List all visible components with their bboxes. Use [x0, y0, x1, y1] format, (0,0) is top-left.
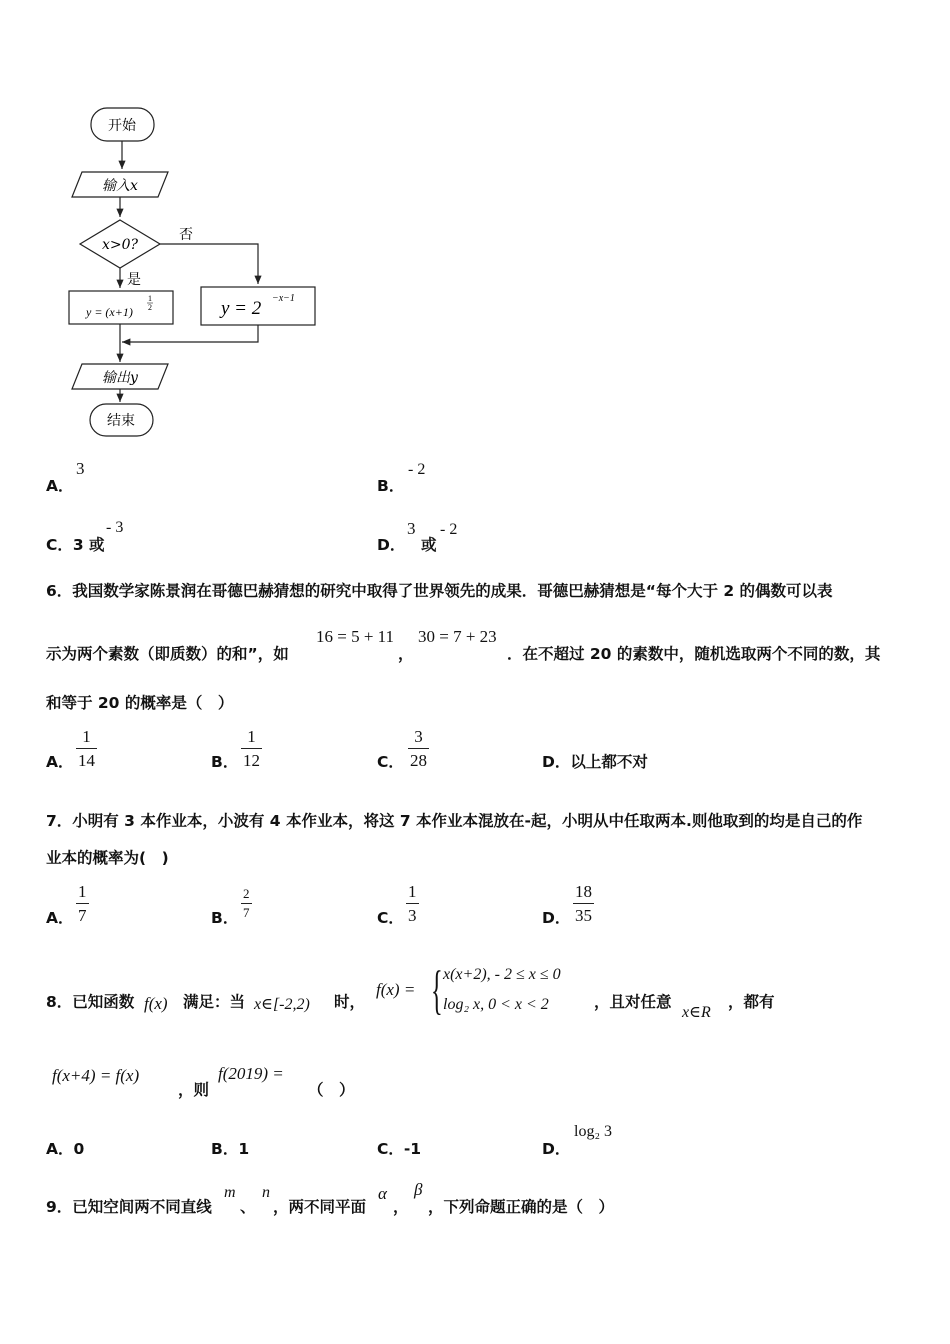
q8-prefix: 8．已知函数 [46, 993, 135, 1011]
q8-text-when: 满足：当 [183, 993, 246, 1011]
q6-equation-1: 16 = 5 + 11 [316, 627, 395, 646]
no-formula: y = 2 [221, 298, 262, 319]
q8-piecewise-brace: { [431, 960, 443, 1020]
q5-option-a-value: 3 [76, 459, 85, 478]
q9-line-n: n [262, 1184, 270, 1201]
q9-line-m: m [224, 1184, 236, 1201]
q6-line1: 6．我国数学家陈景润在哥德巴赫猜想的研究中取得了世界领先的成果．哥德巴赫猜想是“每个大于 2 的偶数可以表 [46, 582, 833, 600]
q7-line2: 业本的概率为( ) [46, 849, 169, 867]
q5-option-d-value1: 3 [407, 519, 416, 538]
yes-exp-den: 2 [148, 303, 152, 312]
q8-option-d-value: log₂ 3 [574, 1123, 613, 1140]
q5-option-d-mid: 或 [421, 536, 437, 554]
q8-option-c-label: C．-1 [377, 1140, 422, 1158]
q6-comma: ， [398, 645, 414, 663]
q6-option-a-label: A． [46, 753, 74, 771]
q6-line2-b: ．在不超过 20 的素数中，随机选取两个不同的数，其 [507, 645, 881, 663]
q6-option-c-fraction: 3 28 [410, 727, 427, 770]
q6-option-b-fraction: 1 12 [243, 727, 260, 770]
q8-piece-1: x(x+2), - 2 ≤ x ≤ 0 [443, 966, 561, 983]
q8-piece-2: log₂ x, 0 < x < 2 [443, 996, 549, 1013]
q9-prefix: 9．已知空间两不同直线 [46, 1198, 212, 1216]
q6-line2-a: 示为两个素数（即质数）的和”，如 [46, 645, 289, 663]
q7-option-d-fraction: 18 35 [575, 882, 592, 925]
q8-option-a-label: A．0 [46, 1140, 85, 1158]
q6-option-d-label: D．以上都不对 [542, 753, 648, 771]
q7-option-b-label: B． [211, 909, 239, 927]
no-exp: −x−1 [272, 293, 295, 304]
q7-line1: 7．小明有 3 本作业本，小波有 4 本作业本，将这 7 本作业本混放在-起，小明从中任取两本.则他取到的均是自己的作 [46, 812, 863, 830]
q8-period-equation: f(x+4) = f(x) [52, 1066, 140, 1085]
q7-option-c-label: C． [377, 909, 404, 927]
q9-suffix: ，下列命题正确的是（ ） [428, 1198, 615, 1216]
q8-f2019: f(2019) = [218, 1064, 284, 1083]
q8-text-then2: ，则 [178, 1081, 210, 1099]
q5-option-d-value2: - 2 [440, 521, 458, 538]
q8-domain: x∈[-2,2) [254, 996, 310, 1013]
q5-option-c-label: C．3 或 [46, 536, 105, 554]
q8-piecewise-lhs: f(x) = [376, 980, 416, 999]
q6-option-c-label: C． [377, 753, 404, 771]
q8-text-have: ，都有 [728, 993, 775, 1011]
q5-option-b-label: B． [377, 477, 405, 495]
q6-line3: 和等于 20 的概率是（ ） [46, 694, 234, 712]
q5-option-c-value: - 3 [106, 519, 124, 536]
end-label: 结束 [107, 413, 135, 429]
yes-formula: y = (x+1) [86, 305, 133, 319]
q8-text-then: 时， [334, 993, 366, 1011]
q8-option-d-label: D． [542, 1140, 571, 1158]
input-label: 输入x [102, 178, 138, 194]
q9-separator: 、 [240, 1198, 256, 1216]
q9-plane-alpha: α [378, 1184, 387, 1203]
q7-option-a-label: A． [46, 909, 74, 927]
q8-paren: （ ） [308, 1081, 355, 1099]
yes-exp-num: 1 [148, 294, 152, 303]
q8-any-x: x∈R [682, 1004, 711, 1021]
q9-mid: ，两不同平面 [273, 1198, 367, 1216]
q7-option-b-fraction: 2 7 [243, 886, 250, 920]
q8-text-any: ，且对任意 [594, 993, 672, 1011]
flowchart [60, 100, 330, 445]
q6-option-b-label: B． [211, 753, 239, 771]
q5-option-a-label: A． [46, 477, 74, 495]
q7-option-a-fraction: 1 7 [78, 882, 87, 925]
q9-comma: ， [393, 1198, 409, 1216]
start-label: 开始 [108, 118, 136, 134]
q7-option-d-label: D． [542, 909, 571, 927]
q5-option-d-label: D． [377, 536, 406, 554]
output-label: 输出y [102, 370, 138, 386]
q8-function-f: f(x) [144, 994, 168, 1013]
condition-label: x>0? [101, 237, 139, 253]
q5-option-b-value: - 2 [408, 461, 426, 478]
no-label: 否 [179, 227, 193, 243]
q8-option-b-label: B．1 [211, 1140, 250, 1158]
q6-option-a-fraction: 1 14 [78, 727, 95, 770]
yes-label: 是 [127, 272, 141, 288]
q9-plane-beta: β [414, 1180, 423, 1199]
q7-option-c-fraction: 1 3 [408, 882, 417, 925]
q6-equation-2: 30 = 7 + 23 [418, 627, 497, 646]
